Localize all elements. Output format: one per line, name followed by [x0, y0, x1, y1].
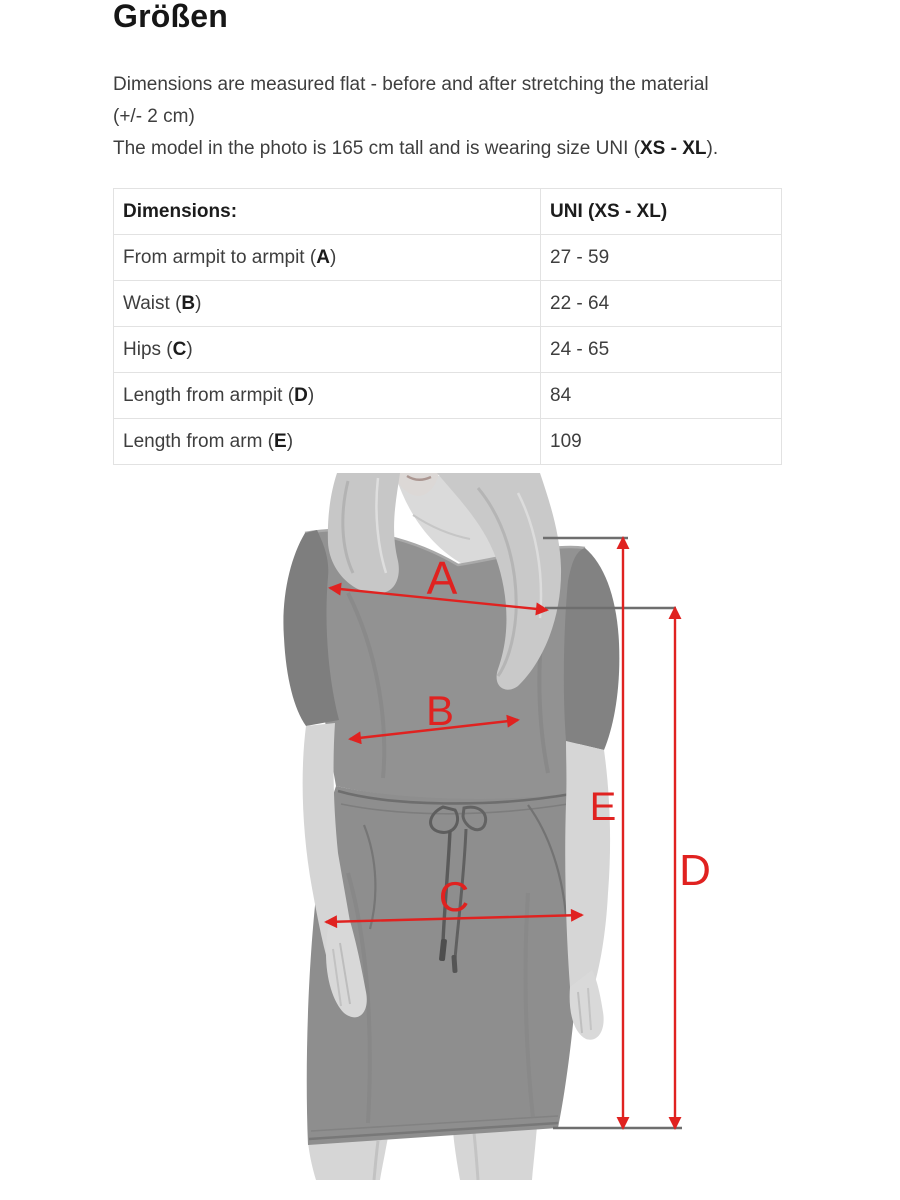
- row-label: Length from arm (E): [114, 419, 541, 465]
- measure-label-e: E: [589, 785, 617, 829]
- row-value: 84: [541, 373, 782, 419]
- size-table-header-row: [114, 189, 782, 235]
- measure-label-a: A: [426, 552, 458, 604]
- measure-label-c: C: [438, 873, 470, 920]
- row-label: From armpit to armpit (A): [114, 235, 541, 281]
- row-value: 109: [541, 419, 782, 465]
- size-table: [113, 188, 782, 465]
- measure-label-b: B: [425, 687, 455, 734]
- table-row: [114, 373, 782, 419]
- row-value: 24 - 65: [541, 327, 782, 373]
- measure-label-d: D: [679, 846, 711, 895]
- product-photo: [278, 473, 722, 1180]
- table-row: [114, 281, 782, 327]
- row-label: Hips (C): [114, 327, 541, 373]
- row-value: 22 - 64: [541, 281, 782, 327]
- row-label: Length from armpit (D): [114, 373, 541, 419]
- size-table-header-dimensions: Dimensions:: [114, 189, 541, 235]
- table-row: [114, 327, 782, 373]
- table-row: [114, 419, 782, 465]
- table-row: [114, 235, 782, 281]
- page-title: Größen: [113, 0, 228, 34]
- row-label: Waist (B): [114, 281, 541, 327]
- row-value: 27 - 59: [541, 235, 782, 281]
- intro-line-3: The model in the photo is 165 cm tall and is wearing size UNI (XS - XL).: [113, 138, 719, 159]
- intro-line-2: (+/- 2 cm): [113, 106, 195, 127]
- size-table-header-uni: UNI (XS - XL): [541, 189, 782, 235]
- intro-line-1: Dimensions are measured flat - before and after stretching the material: [113, 74, 709, 95]
- measurement-diagram: [278, 473, 722, 1180]
- intro-text: [113, 69, 803, 165]
